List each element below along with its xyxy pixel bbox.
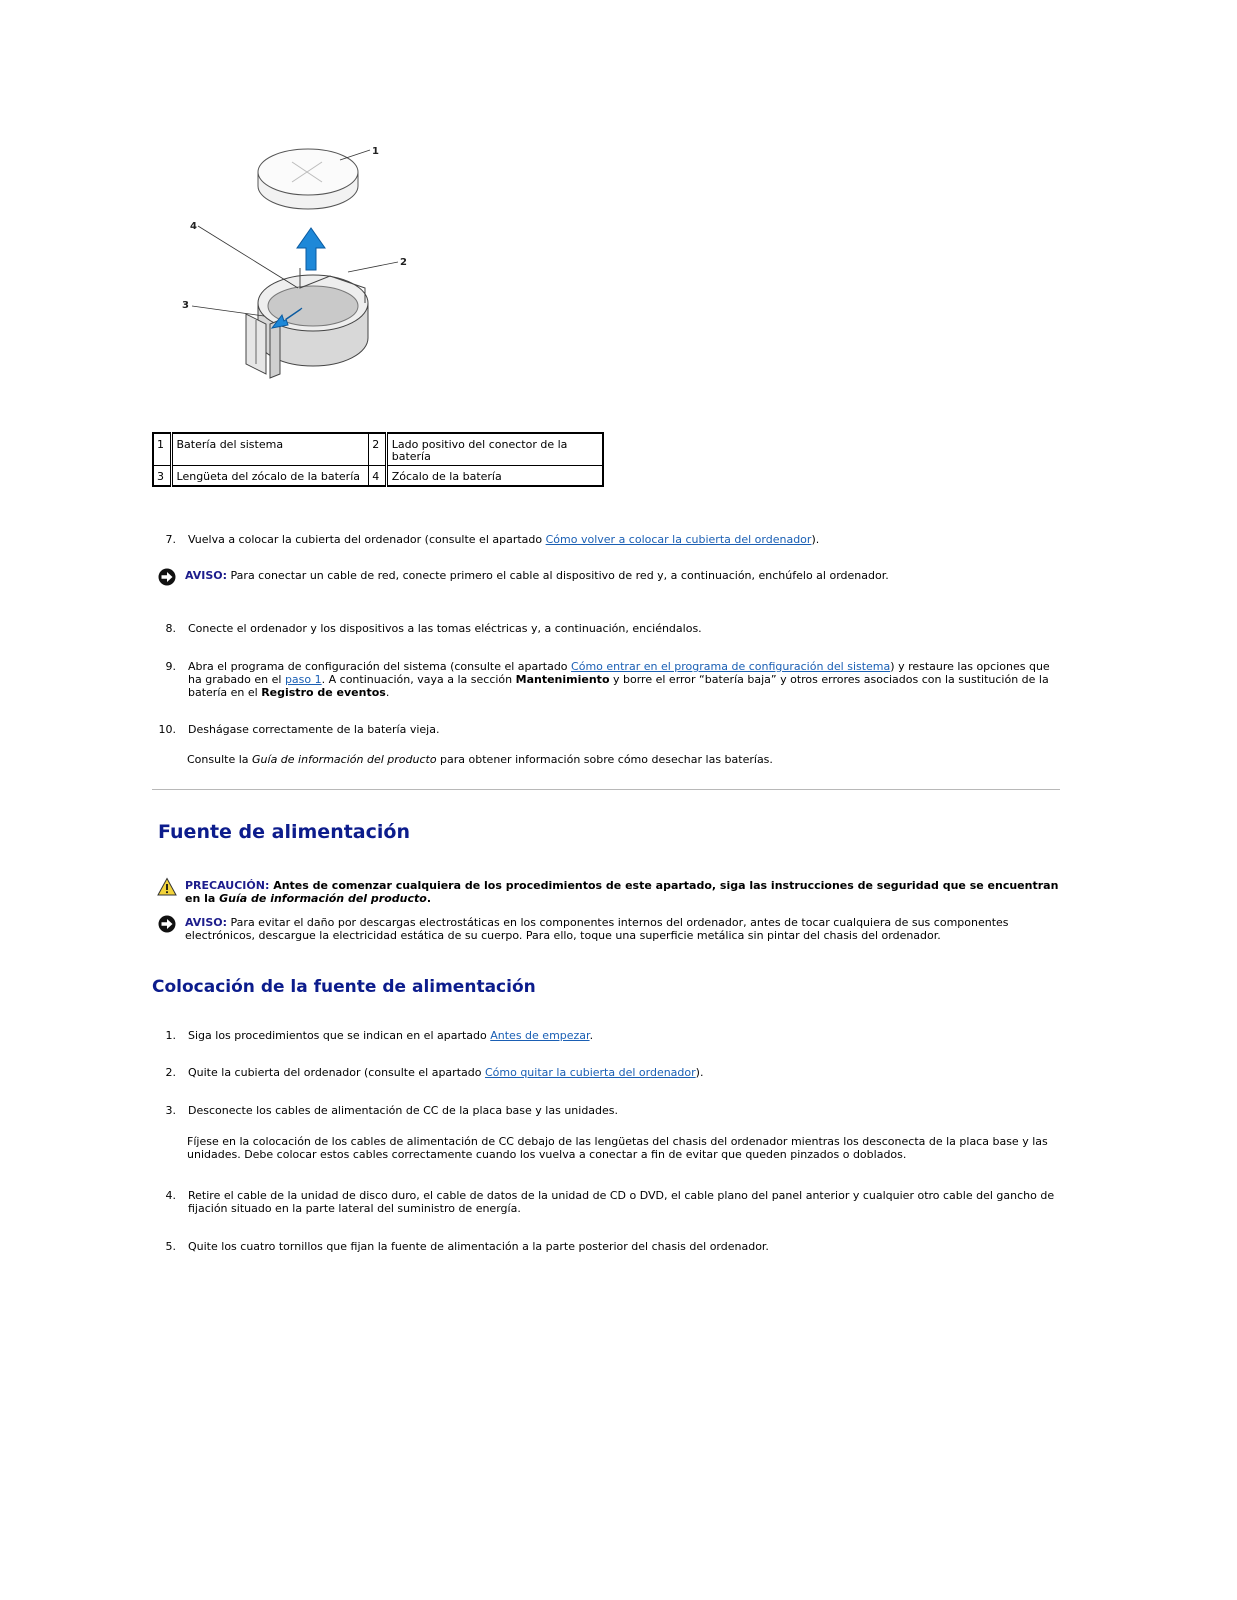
notice-esd [157, 914, 1062, 942]
step-text: Retire el cable de la unidad de disco duro, el cable de datos de la unidad de CD o DVD, el cable plano del panel anterior y cualquier otro cable del gancho de fijación situado en la parte lateral del suministro de energía. [188, 1189, 1055, 1215]
legend-text: Lengüeta del zócalo de la batería [171, 466, 369, 487]
callout-3: 3 [182, 300, 189, 311]
battery-socket-shape [246, 268, 368, 378]
caution-label: PRECAUCIÓN: [185, 879, 270, 892]
legend-num: 1 [153, 433, 171, 466]
battery-figure [180, 138, 420, 388]
step-text: Desconecte los cables de alimentación de CC de la placa base y las unidades. [188, 1104, 619, 1117]
step-text [188, 533, 1062, 546]
step-text-pre: Siga los procedimientos que se indican en el apartado [188, 1029, 491, 1042]
step-text-post: ). [695, 1066, 704, 1079]
step-text: Conecte el ordenador y los dispositivos a las tomas eléctricas y, a continuación, enciéndalos. [188, 622, 702, 635]
legend-num: 3 [153, 466, 171, 487]
step-number: 10. [158, 723, 176, 736]
caution-italic: Guía de información del producto [219, 892, 427, 905]
coin-battery-shape [258, 149, 358, 209]
consult-post: para obtener información sobre cómo desechar las baterías. [436, 753, 773, 766]
step-text-pre: Vuelva a colocar la cubierta del ordenador (consulte el apartado [188, 533, 546, 546]
legend-table [152, 432, 604, 487]
step-text-mid: ) y restaure las opciones que ha grabado en el [188, 660, 1050, 686]
step-number: 3. [165, 1104, 176, 1117]
caution-body: Antes de comenzar cualquiera de los procedimientos de este apartado, siga las instrucciones de seguridad que se encuentran en la [185, 879, 1059, 905]
legend-text: Zócalo de la batería [386, 466, 603, 487]
legend-text: Lado positivo del conector de la batería [386, 433, 603, 466]
notice-label: AVISO: [185, 916, 228, 929]
callout-2: 2 [400, 257, 407, 268]
link-before-starting[interactable]: Antes de empezar [490, 1029, 590, 1042]
step-number: 2. [165, 1066, 176, 1079]
step-7 [152, 533, 1062, 546]
consult-italic: Guía de información del producto [252, 753, 437, 766]
notice-body: Para evitar el daño por descargas electrostáticas en los componentes internos del ordenador, antes de tocar cualquiera de sus componentes electrónicos, descargue la electricidad estática de su cuerpo. Para ello, toque una superficie metálica sin pintar del chasis del ordenador. [185, 916, 1009, 942]
subsection-title: Colocación de la fuente de alimentación [152, 977, 536, 997]
step-text [188, 1066, 1062, 1079]
step-text [188, 660, 1062, 699]
notice-text [185, 914, 1062, 942]
legend-text: Batería del sistema [171, 433, 369, 466]
sub-step-3 [152, 1104, 1062, 1117]
step-text-post: ). [811, 533, 820, 546]
link-enter-setup[interactable]: Cómo entrar en el programa de configuración del sistema [571, 660, 891, 673]
sub-step-2 [152, 1066, 1062, 1079]
callout-4: 4 [190, 221, 197, 232]
notice-network [157, 567, 1062, 587]
notice-body: Para conectar un cable de red, conecte primero el cable al dispositivo de red y, a continuación, enchúfelo al ordenador. [227, 569, 889, 582]
step-number: 8. [165, 622, 176, 635]
notice-icon [157, 914, 177, 934]
step-text-post: . [589, 1029, 594, 1042]
caution-post: . [426, 892, 431, 905]
consult-pre: Consulte la [187, 753, 253, 766]
bold-maintenance: Mantenimiento [515, 673, 610, 686]
notice-label: AVISO: [185, 569, 228, 582]
sub-step-1 [152, 1029, 1062, 1042]
step-number: 9. [165, 660, 176, 673]
step-10 [152, 723, 1062, 736]
legend-num: 2 [369, 433, 387, 466]
step-text-pre: Abra el programa de configuración del sistema (consulte el apartado [188, 660, 572, 673]
step-text: Quite los cuatro tornillos que fijan la fuente de alimentación a la parte posterior del chasis del ordenador. [188, 1240, 769, 1253]
lift-arrow [297, 228, 325, 270]
consult-paragraph [187, 753, 1062, 766]
link-replace-cover[interactable]: Cómo volver a colocar la cubierta del ordenador [545, 533, 812, 546]
step-number: 4. [165, 1189, 176, 1202]
step-text-post: . [385, 686, 390, 699]
step-number: 7. [165, 533, 176, 546]
caution-icon [157, 877, 177, 897]
link-remove-cover[interactable]: Cómo quitar la cubierta del ordenador [484, 1066, 696, 1079]
legend-num: 4 [369, 466, 387, 487]
step-number: 5. [165, 1240, 176, 1253]
step-text-pre: Quite la cubierta del ordenador (consulte el apartado [188, 1066, 485, 1079]
step-number: 1. [165, 1029, 176, 1042]
notice-text [185, 567, 1062, 587]
legend-row [153, 466, 603, 487]
section-title: Fuente de alimentación [158, 821, 410, 843]
step-text-mid: . A continuación, vaya a la sección [321, 673, 516, 686]
legend-row [153, 433, 603, 466]
notice-icon [157, 567, 177, 587]
step-text [188, 1029, 1062, 1042]
caution-text [185, 877, 1062, 905]
step-9 [152, 660, 1062, 699]
link-step-1[interactable]: paso 1 [284, 673, 322, 686]
caution-note [157, 877, 1062, 905]
sub-step-4 [152, 1189, 1062, 1215]
callout-1: 1 [372, 146, 379, 157]
bold-event-log: Registro de eventos [261, 686, 386, 699]
sub-step-5 [152, 1240, 1062, 1253]
sub-step-3-paragraph: Fíjese en la colocación de los cables de alimentación de CC debajo de las lengüetas del chasis del ordenador mientras los desconecta de la placa base y las unidades. Debe colocar estos cables correctamente cuando los vuelva a conectar a fin de evitar que queden pinzados o doblados. [187, 1135, 1048, 1161]
step-text-mid: y borre el error “batería baja” y otros errores asociados con la sustitución de la batería en el [188, 673, 1049, 699]
step-text: Deshágase correctamente de la batería vieja. [188, 723, 440, 736]
section-divider [152, 789, 1060, 790]
step-8 [152, 622, 1062, 635]
